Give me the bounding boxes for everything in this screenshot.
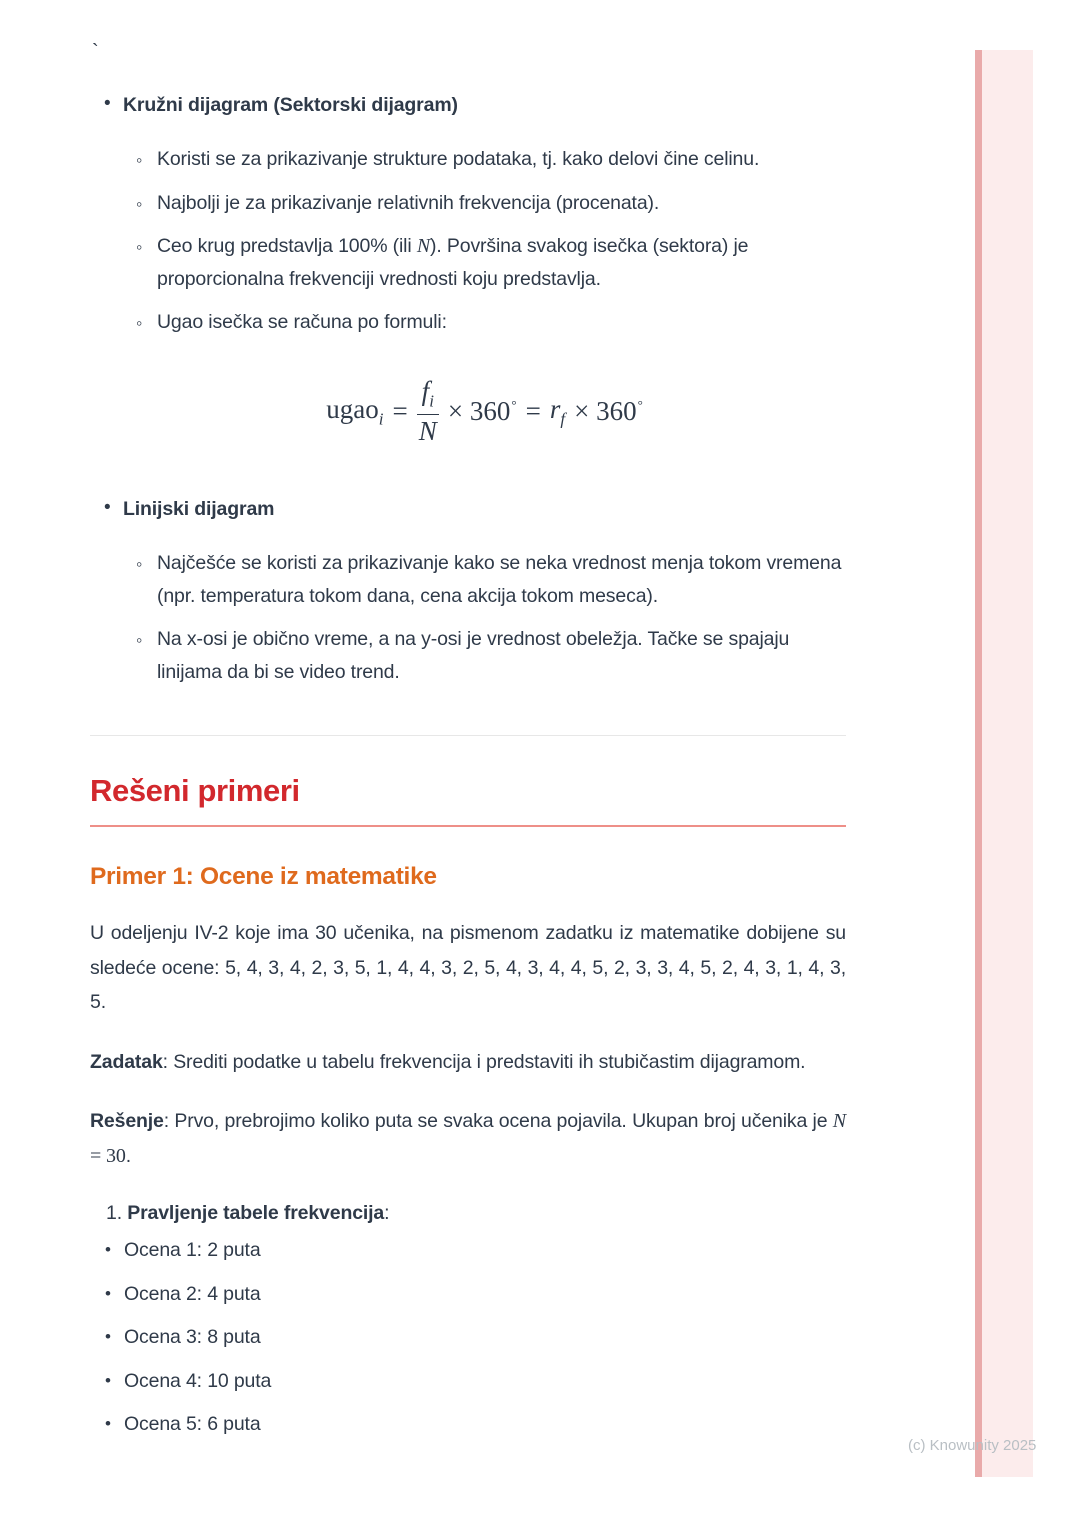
list-item [123, 187, 846, 220]
step-title: Pravljenje tabele frekvencija [127, 1202, 385, 1225]
resenje-label: Rešenje [90, 1110, 164, 1133]
list-item-ocena-5 [90, 1408, 846, 1441]
linijski-sublist [123, 547, 846, 688]
document-content [90, 0, 846, 1452]
zadatak-paragraph [90, 1045, 846, 1080]
linijski-item-text: Najčešće se koristi za prikazivanje kako se neka vrednost menja tokom vremena (npr. temperatura tokom dana, cena akcija tokom meseca). [157, 552, 842, 607]
list-item-linijski-dijagram [90, 496, 846, 688]
fraction-denominator: N [418, 415, 437, 446]
frequency-item-text: Ocena 4: 10 puta [124, 1369, 272, 1392]
list-item-kruzni-dijagram [90, 92, 846, 446]
list-item-ocena-4 [90, 1365, 846, 1398]
kruzni-dijagram-title: Kružni dijagram (Sektorski dijagram) [123, 94, 458, 116]
frequency-item-text: Ocena 3: 8 puta [124, 1326, 261, 1349]
equals-sign: = [525, 395, 541, 426]
list-item [123, 143, 846, 176]
resenje-paragraph [90, 1104, 846, 1173]
pink-bar-light-panel [982, 50, 1033, 1477]
math-variable-N: N [832, 1110, 846, 1133]
step-number: 1. [106, 1202, 122, 1225]
math-variable-N: N [416, 235, 431, 257]
list-item [123, 306, 846, 339]
step-colon: : [384, 1202, 390, 1225]
math-equals-30: = 30 [90, 1144, 126, 1167]
kruzni-item-text: Koristi se za prikazivanje strukture podataka, tj. kako delovi čine celinu. [157, 148, 760, 170]
kruzni-item-text: Ugao isečka se računa po formuli: [157, 311, 447, 333]
formula-expression [326, 377, 643, 447]
copyright-watermark: (c) Knowunity 2025 [908, 1437, 1037, 1454]
kruzni-sublist [123, 143, 846, 339]
fraction-numerator: $f_i$ [417, 377, 439, 415]
zadatak-text: : Srediti podatke u tabelu frekvencija i predstaviti ih stubičastim dijagramom. [162, 1050, 806, 1073]
times-360-term: × 360° [447, 395, 517, 426]
list-item [123, 547, 846, 612]
kruzni-item-text: ). Površina svakog isečka (sektora) je proporcionalna frekvenciji vrednosti koju predstavlja. [157, 235, 749, 290]
times-360-term: × 360° [574, 395, 643, 426]
numbered-step-frequency-table [106, 1200, 846, 1226]
linijski-item-text: Na x-osi je obično vreme, a na y-osi je vrednost obeležja. Tačke se spajaju linijama da bi se video trend. [157, 628, 790, 683]
section-divider [90, 735, 846, 736]
subsection-heading-primer-1: Primer 1: Ocene iz matematike [90, 863, 437, 891]
list-item [123, 623, 846, 688]
linijski-dijagram-title: Linijski dijagram [123, 498, 275, 521]
kruzni-item-text: Najbolji je za prikazivanje relativnih frekvencija (procenata). [157, 191, 660, 214]
resenje-text: : Prvo, prebrojimo koliko puta se svaka ocena pojavila. Ukupan broj učenika je [163, 1110, 833, 1133]
pink-bar-dark-strip [975, 50, 982, 1477]
intro-paragraph: U odeljenju IV-2 koje ima 30 učenika, na pismenom zadatku iz matematike dobijene su sledeće ocene: 5, 4, 3, 4, 2, 3, 5, 1, 4, 4, 3, 2, 5, 4, 3, 4, 4, 5, 2, 3, 3, 4, 5, 2, 4, 3, 1, 4, 3, 5. [90, 922, 846, 1014]
kruzni-item-text: Ceo krug predstavlja 100% (ili [157, 235, 417, 257]
zadatak-label: Zadatak [90, 1050, 163, 1073]
diagram-types-list [90, 92, 846, 688]
resenje-period: . [125, 1144, 131, 1167]
equals-sign: = [392, 395, 408, 426]
relative-frequency-term: $r_f$ [549, 393, 566, 429]
list-item-ocena-2 [90, 1278, 846, 1311]
list-item-ocena-1 [90, 1234, 846, 1267]
frequency-item-text: Ocena 5: 6 puta [124, 1413, 261, 1436]
stray-backtick-char: ` [92, 41, 99, 63]
formula-lhs: ugao$_i$ [326, 393, 384, 429]
frequency-item-text: Ocena 2: 4 puta [124, 1282, 261, 1305]
section-heading-reseni-primeri: Rešeni primeri [90, 773, 846, 827]
angle-formula [123, 377, 846, 447]
list-item-ocena-3 [90, 1321, 846, 1354]
page-edge-pink-bar [975, 50, 1033, 1477]
fraction-fi-over-N [417, 377, 439, 447]
frequency-item-text: Ocena 1: 2 puta [124, 1239, 261, 1262]
list-item [123, 230, 846, 295]
frequency-list [90, 1234, 846, 1441]
